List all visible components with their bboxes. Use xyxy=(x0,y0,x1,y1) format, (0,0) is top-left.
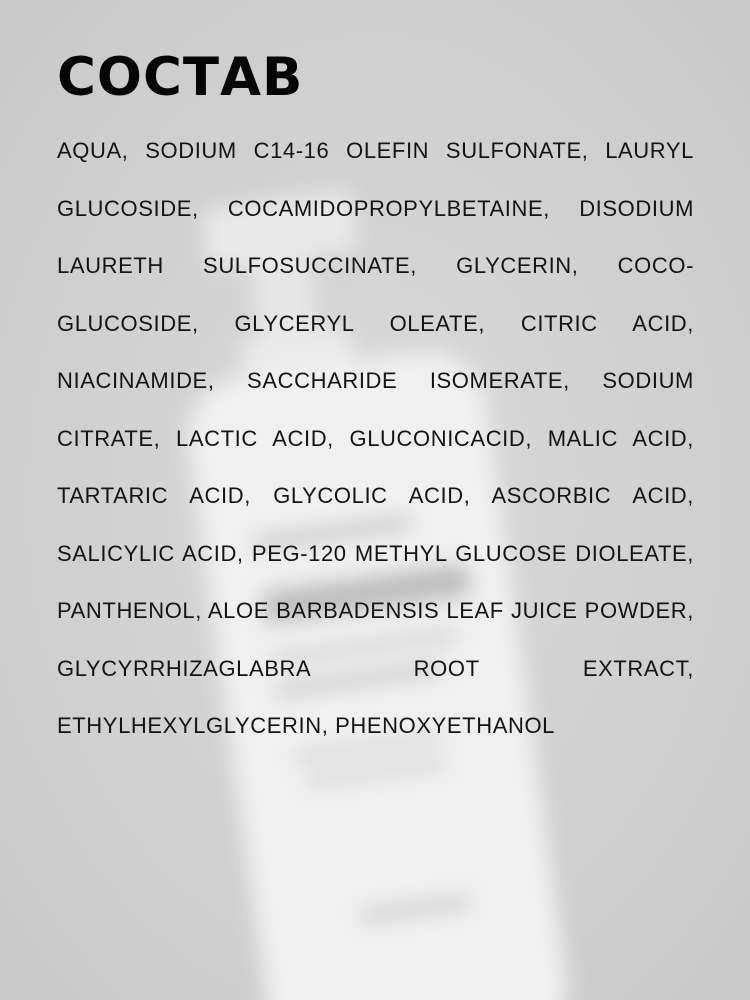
composition-title: СОСТАВ xyxy=(57,47,304,108)
ingredients-list: AQUA, SODIUM C14-16 OLEFIN SULFONATE, LAURYL GLUCOSIDE, COCAMIDOPROPYLBETAINE, DISODIUM LAURETH SULFOSUCCINATE, GLYCERIN, COCO-GLUCOSIDE, GLYCERYL OLEATE, CITRIC ACID, NIACINAMIDE, SACCHARIDE ISOMERATE, SODIUM CITRATE, LACTIC ACID, GLUCONICACID, MALIC ACID, TARTARIC ACID, GLYCOLIC ACID, ASCORBIC ACID, SALICYLIC ACID, PEG-120 METHYL GLUCOSE DIOLEATE, PANTHENOL, ALOE BARBADENSIS LEAF JUICE POWDER, GLYCYRRHIZAGLABRA ROOT EXTRACT, ETHYLHEXYLGLYCERIN, PHENOXYETHANOL xyxy=(57,138,694,738)
composition-section xyxy=(57,48,694,755)
